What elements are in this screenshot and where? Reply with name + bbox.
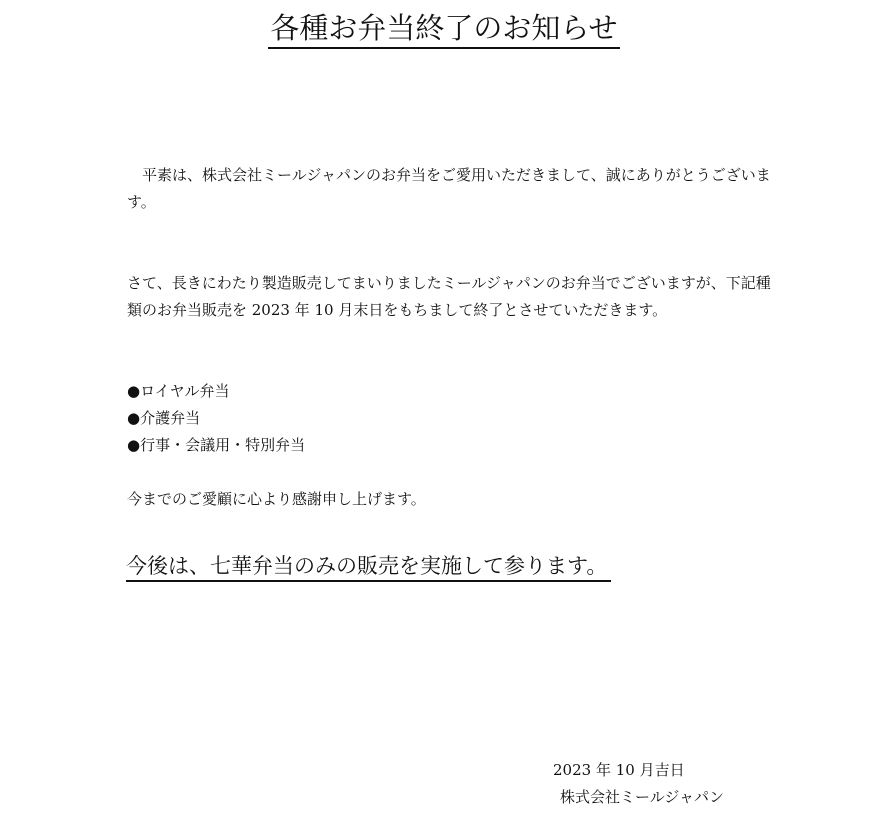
list-item: ●行事・会議用・特別弁当 bbox=[127, 436, 306, 454]
announcement-text: 今後は、七華弁当のみの販売を実施して参ります。 bbox=[126, 552, 611, 582]
document-title bbox=[0, 8, 888, 49]
notice-paragraph: さて、長きにわたり製造販売してまいりましたミールジャパンのお弁当でございますが、下記種類のお弁当販売を 2023 年 10 月末日をもちまして終了とさせていただきます。 bbox=[127, 274, 771, 319]
announcement bbox=[126, 551, 611, 582]
issue-date: 2023 年 10 月吉日 bbox=[553, 761, 685, 779]
list-item: ●介護弁当 bbox=[127, 409, 201, 427]
discontinued-items-list bbox=[127, 378, 305, 459]
document-title-text: 各種お弁当終了のお知らせ bbox=[268, 9, 619, 49]
company-name: 株式会社ミールジャパン bbox=[560, 788, 725, 806]
thanks-paragraph: 今までのご愛顧に心より感謝申し上げます。 bbox=[127, 490, 426, 508]
list-item: ●ロイヤル弁当 bbox=[127, 382, 230, 400]
greeting-paragraph: 平素は、株式会社ミールジャパンのお弁当をご愛用いただきまして、誠にありがとうございます。 bbox=[127, 166, 771, 211]
